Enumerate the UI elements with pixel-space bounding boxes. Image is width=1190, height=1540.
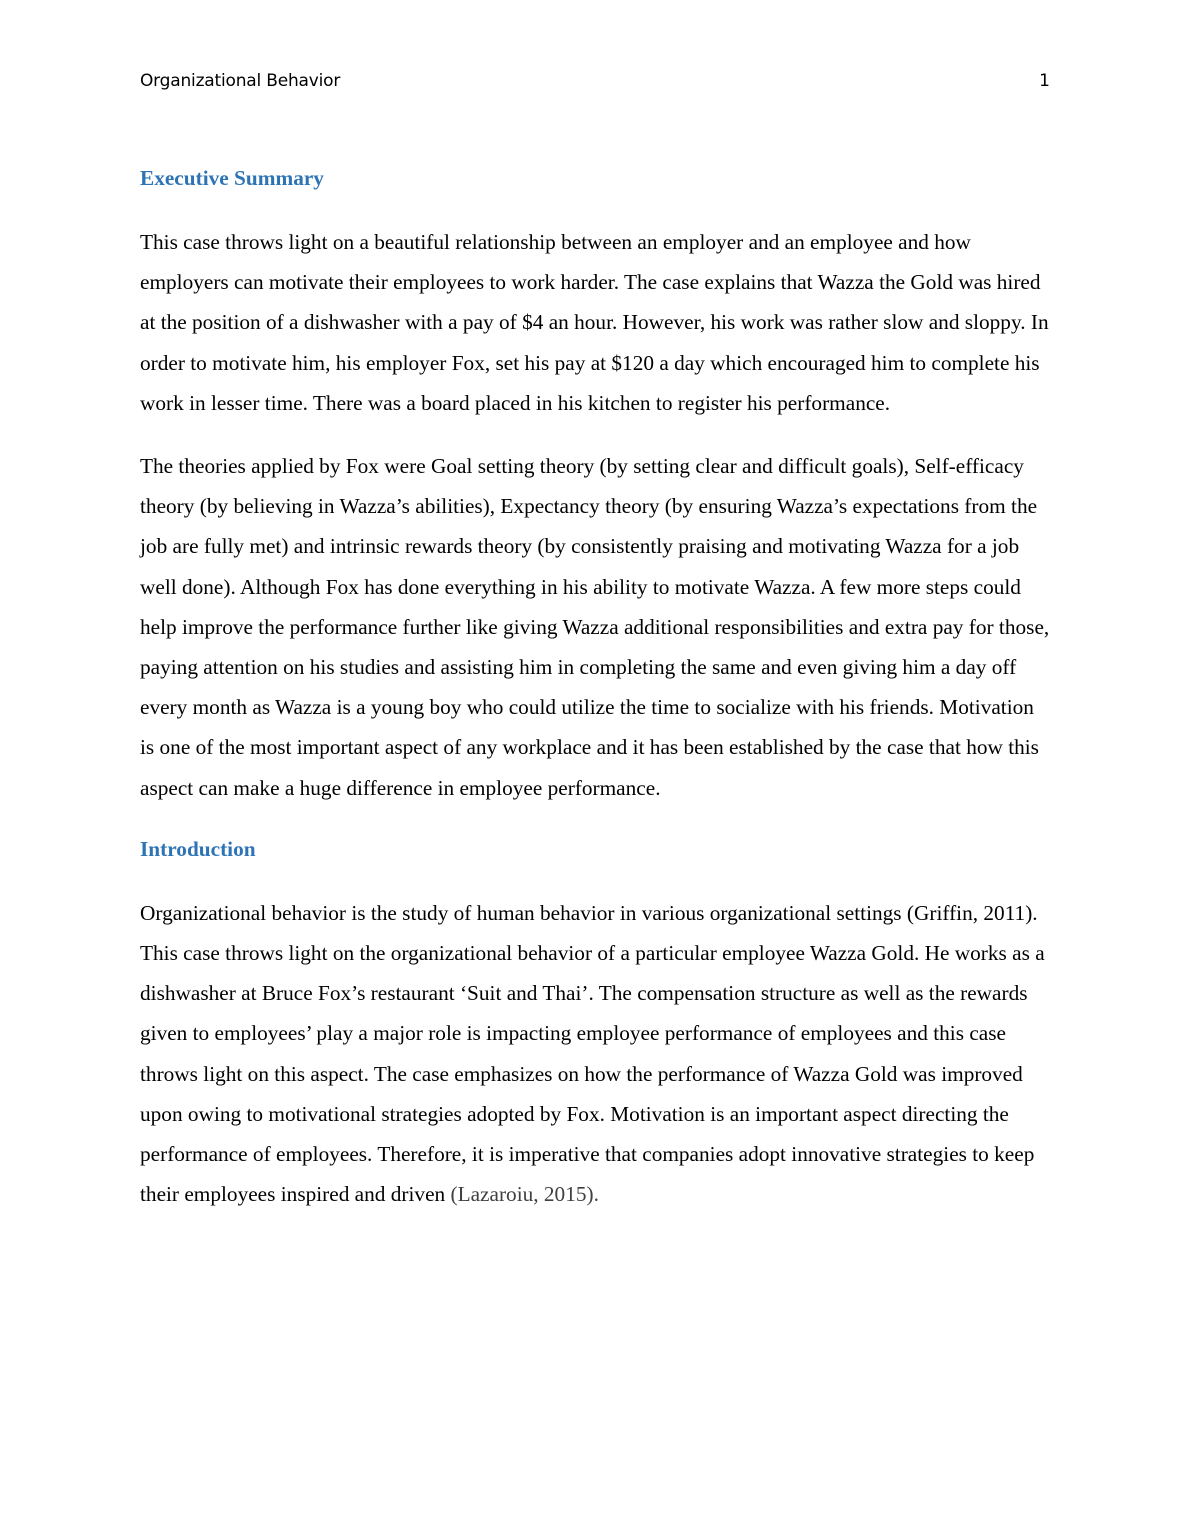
executive-summary-paragraph-1: This case throws light on a beautiful relationship between an employer and an employee and how employers can motivate their employees to work harder. The case explains that Wazza the Gold was hired at the position of a dishwasher with a pay of $4 an hour. However, his work was rather slow and sloppy. In order to motivate him, his employer Fox, set his pay at $120 a day which encouraged him to complete his work in lesser time. There was a board placed in his kitchen to register his performance. (140, 230, 1049, 415)
introduction-paragraph-text: Organizational behavior is the study of human behavior in various organizational settings (Griffin, 2011). This case throws light on the organizational behavior of a particular employee Wazza Gold. He works as a dishwasher at Bruce Fox’s restaurant ‘Suit and Thai’. The compensation structure as well as the rewards given to employees’ play a major role is impacting employee performance of employees and this case throws light on this aspect. The case emphasizes on how the performance of Wazza Gold was improved upon owing to motivational strategies adopted by Fox. Motivation is an important aspect directing the performance of employees. Therefore, it is imperative that companies adopt innovative strategies to keep their employees inspired and driven (140, 900, 1045, 1207)
executive-summary-paragraph-2: The theories applied by Fox were Goal setting theory (by setting clear and difficult goals), Self-efficacy theory (by believing in Wazza’s abilities), Expectancy theory (by ensuring Wazza’s expectations from the job are fully met) and intrinsic rewards theory (by consistently praising and motivating Wazza for a job well done). Although Fox has done everything in his ability to motivate Wazza. A few more steps could help improve the performance further like giving Wazza additional responsibilities and extra pay for those, paying attention on his studies and assisting him in completing the same and even giving him a day off every month as Wazza is a young boy who could utilize the time to socialize with his friends. Motivation is one of the most important aspect of any workplace and it has been established by the case that how this aspect can make a huge difference in employee performance. (140, 454, 1050, 800)
introduction-heading: Introduction (140, 836, 256, 861)
running-head: Organizational Behavior (140, 71, 341, 91)
document-body (140, 160, 1050, 1237)
page-header (140, 71, 1050, 97)
executive-summary-heading: Executive Summary (140, 166, 324, 190)
page-number: 1 (1039, 71, 1050, 91)
introduction-paragraph (140, 893, 1050, 1215)
introduction-citation: (Lazaroiu, 2015). (445, 1182, 599, 1207)
